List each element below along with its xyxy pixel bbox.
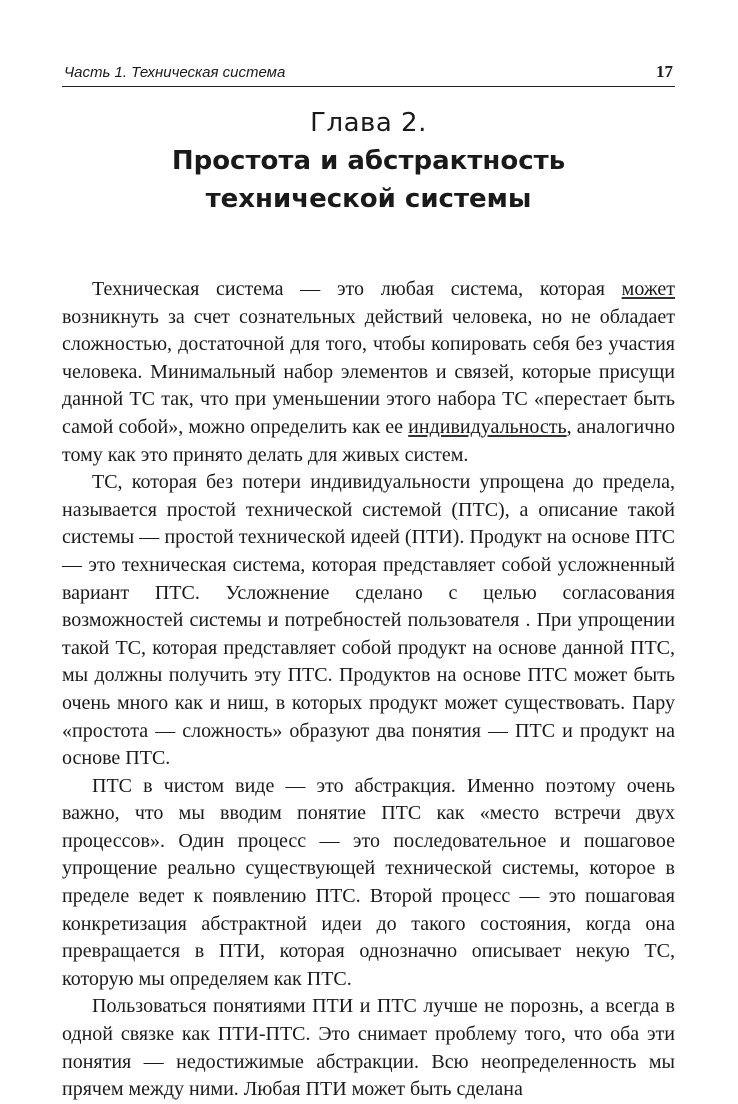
paragraph-1-part-c: , аналогично тому как это принято делать для живых систем.	[62, 415, 676, 466]
chapter-title-line-1: Простота и абстрактность	[171, 146, 566, 176]
underlined-word-individuality: индивидуальность	[408, 415, 567, 438]
paragraph-1	[62, 276, 675, 469]
underlined-word-may: может	[621, 278, 675, 300]
chapter-heading	[62, 104, 675, 218]
chapter-title-line-2: технической системы	[205, 184, 532, 214]
running-title: Часть 1. Техническая система	[64, 64, 286, 81]
page-number: 17	[656, 62, 673, 81]
paragraph-1-part-a: Техническая система — это любая система, которая	[92, 278, 622, 300]
chapter-number: Глава 2.	[310, 108, 427, 138]
paragraph-2: ТС, которая без потери индивидуальности упрощена до предела, называется простой технической системой (ПТС), а описание такой системы — простой технической идеей (ПТИ). Продукт на основе ПТС — это техническая система, которая представляет собой усложненный вариант ПТС. Усложнение сделано с целью согласования возможностей системы и потребностей пользователя . При упрощении такой ТС, которая представляет собой продукт на основе данной ПТС, мы должны получить эту ПТС. Продуктов на основе ПТС может быть очень много как и ниш, в которых продукт может существовать. Пару «простота — сложность» образуют два понятия — ПТС и продукт на основе ПТС.	[62, 471, 675, 770]
paragraph-4: Пользоваться понятиями ПТИ и ПТС лучше не порознь, а всегда в одной связке как ПТИ-ПТС. Это снимает проблему того, что оба эти понятия — недостижимые абстракции. Всю неопределенность мы прячем между ними. Любая ПТИ может быть сделана	[62, 995, 675, 1101]
paragraph-1-part-b: возникнуть за счет сознательных действий человека, но не обладает сложностью, достаточной для того, чтобы копировать себя без участия человека. Минимальный набор элементов и связей, которые присущи данной ТС так, что при уменьшении этого набора ТС «перестает быть самой собой», можно определить как ее	[62, 305, 675, 438]
running-header	[62, 62, 675, 87]
paragraph-3: ПТС в чистом виде — это абстракция. Именно поэтому очень важно, что мы вводим понятие ПТС как «место встречи двух процессов». Один процесс — это последовательное и пошаговое упрощение реально существующей технической системы, которое в пределе ведет к появлению ПТС. Второй процесс — это пошаговая конкретизация абстрактной идеи до такого состояния, когда она превращается в ПТИ, которая однозначно описывает некую ТС, которую мы определяем как ПТС.	[62, 774, 675, 990]
body-text	[62, 276, 675, 1104]
